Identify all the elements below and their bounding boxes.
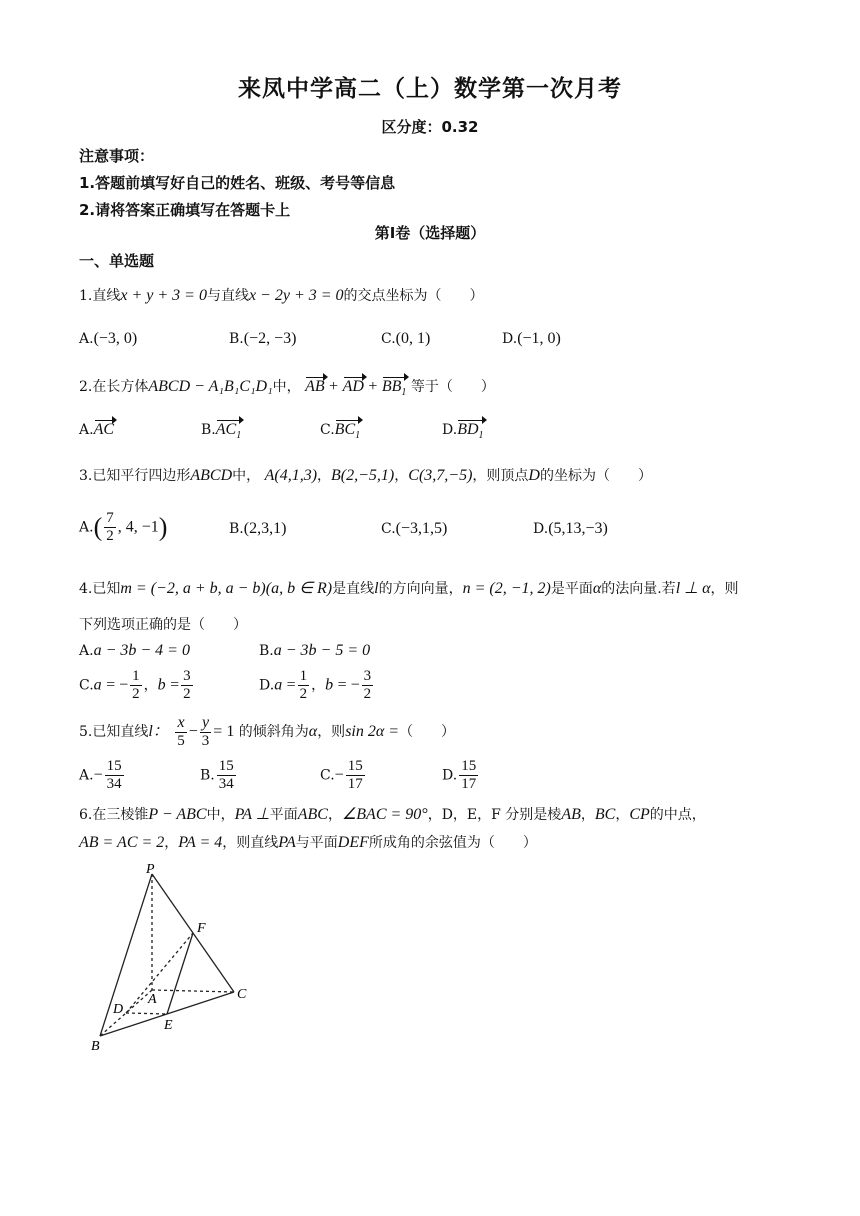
q2-option-a[interactable]: A.AC — [79, 421, 115, 438]
volume-heading: 第I卷（选择题） — [374, 224, 486, 242]
label-e: E — [164, 1018, 173, 1033]
notes-heading: 注意事项： — [79, 147, 155, 165]
exam-title: 来凤中学高二（上）数学第一次月考 — [238, 76, 622, 102]
q3-option-b[interactable]: B.(2,3,1) — [229, 520, 287, 537]
q1-text-pre: 1.直线 — [79, 288, 121, 304]
q5-option-c[interactable]: C.− $\frac{15}{17}$ — [320, 758, 363, 792]
q5-option-b[interactable]: B. $\frac{15}{34}$ — [200, 758, 234, 792]
label-b: B — [91, 1039, 100, 1054]
label-a: A — [148, 992, 157, 1007]
section-heading: 一、单选题 — [79, 252, 155, 270]
q4-option-b[interactable]: B.a − 3b − 5 = 0 — [259, 642, 371, 659]
q4-option-c[interactable]: C.a = − $\frac{1}{2}$ ，b = $\frac{3}{2}$ — [79, 668, 191, 702]
q4-option-a[interactable]: A.a − 3b − 4 = 0 — [79, 642, 190, 659]
q5-option-a[interactable]: A.− $\frac{15}{34}$ — [79, 758, 122, 792]
question-5: 5.已知直线l： $\frac{x}{5}$ − $\frac{y}{3}$ = 1 的倾斜角为α，则sin 2α =（ ） — [79, 714, 456, 749]
q1-option-a[interactable]: A.(−3, 0) — [79, 330, 138, 347]
q4-vector-n: n = (2, −1, 2) — [462, 580, 551, 597]
note-item-2: 2.请将答案正确填写在答题卡上 — [79, 201, 291, 219]
q1-equation-2: x − 2y + 3 = 0 — [248, 287, 344, 304]
q4-vector-m: m = (−2, a + b, a − b)(a, b ∈ R) — [120, 580, 333, 597]
question-4-line-1: 4.已知m = (−2, a + b, a − b)(a, b ∈ R)是直线l的方向向量，n = (2, −1, 2)是平面α的法向量.若l ⊥ α，则 — [79, 580, 739, 597]
q3-point-a: A(4,1,3) — [264, 467, 318, 484]
q2-option-d[interactable]: $D.BD_1$ — [442, 421, 484, 442]
q3-point-b: B(2,−5,1) — [331, 467, 395, 484]
question-6-line-1: 6.在三棱锥P − ABC中，PA ⊥平面ABC，∠BAC = 90°，D，E，F 分别是棱AB，BC，CP的中点， — [79, 806, 706, 823]
notes-block — [79, 143, 395, 224]
note-item-1: 1.答题前填写好自己的姓名、班级、考号等信息 — [79, 174, 396, 192]
label-c: C — [237, 987, 247, 1002]
q1-equation-1: x + y + 3 = 0 — [120, 287, 207, 304]
q2-text-post: 等于（ ） — [410, 379, 495, 395]
question-6-line-2: AB = AC = 2，PA = 4，则直线PA与平面DEF所成角的余弦值为（ ） — [79, 834, 537, 851]
discrimination-score: 区分度：0.32 — [381, 118, 479, 136]
q5-option-d[interactable]: D. $\frac{15}{17}$ — [442, 758, 477, 792]
q2-option-b[interactable]: $B.AC_1$ — [201, 421, 242, 442]
q1-option-b[interactable]: B.(−2, −3) — [229, 330, 297, 347]
q3-option-d[interactable]: D.(5,13,−3) — [533, 520, 608, 537]
question-4-line-2: 下列选项正确的是（ ） — [79, 617, 247, 633]
q1-text-post: 的交点坐标为（ ） — [343, 288, 484, 304]
q2-vector-sum: AB + AD + $BB_1$ — [305, 378, 407, 399]
question-1 — [79, 285, 484, 305]
q2-solid: ABCD − A₁B₁C₁D₁ — [148, 378, 273, 395]
question-2 — [79, 376, 495, 398]
label-p: P — [146, 862, 155, 877]
q3-point-c: C(3,7,−5) — [408, 467, 473, 484]
label-f: F — [197, 921, 206, 936]
q3-option-c[interactable]: C.(−3,1,5) — [381, 520, 448, 537]
question-3: 3.已知平行四边形ABCD中， A(4,1,3)，B(2,−5,1)，C(3,7,−5)，则顶点D的坐标为（ ） — [79, 467, 652, 484]
q2-text-mid: 中， — [272, 379, 301, 395]
q1-text-mid: 与直线 — [206, 288, 249, 304]
q2-text-pre: 2.在长方体 — [79, 379, 149, 395]
q1-option-c[interactable]: C.(0, 1) — [381, 330, 431, 347]
q3-option-a[interactable]: A.( $\frac{7}{2}$ , 4, −1) — [79, 510, 168, 544]
q2-option-c[interactable]: $C.BC_1$ — [320, 421, 361, 442]
q1-option-d[interactable]: D.(−1, 0) — [502, 330, 561, 347]
label-d: D — [113, 1002, 124, 1017]
tetrahedron-figure — [80, 860, 270, 1060]
q4-option-d[interactable]: D.a = $\frac{1}{2}$ ，b = − $\frac{3}{2}$ — [259, 668, 372, 702]
